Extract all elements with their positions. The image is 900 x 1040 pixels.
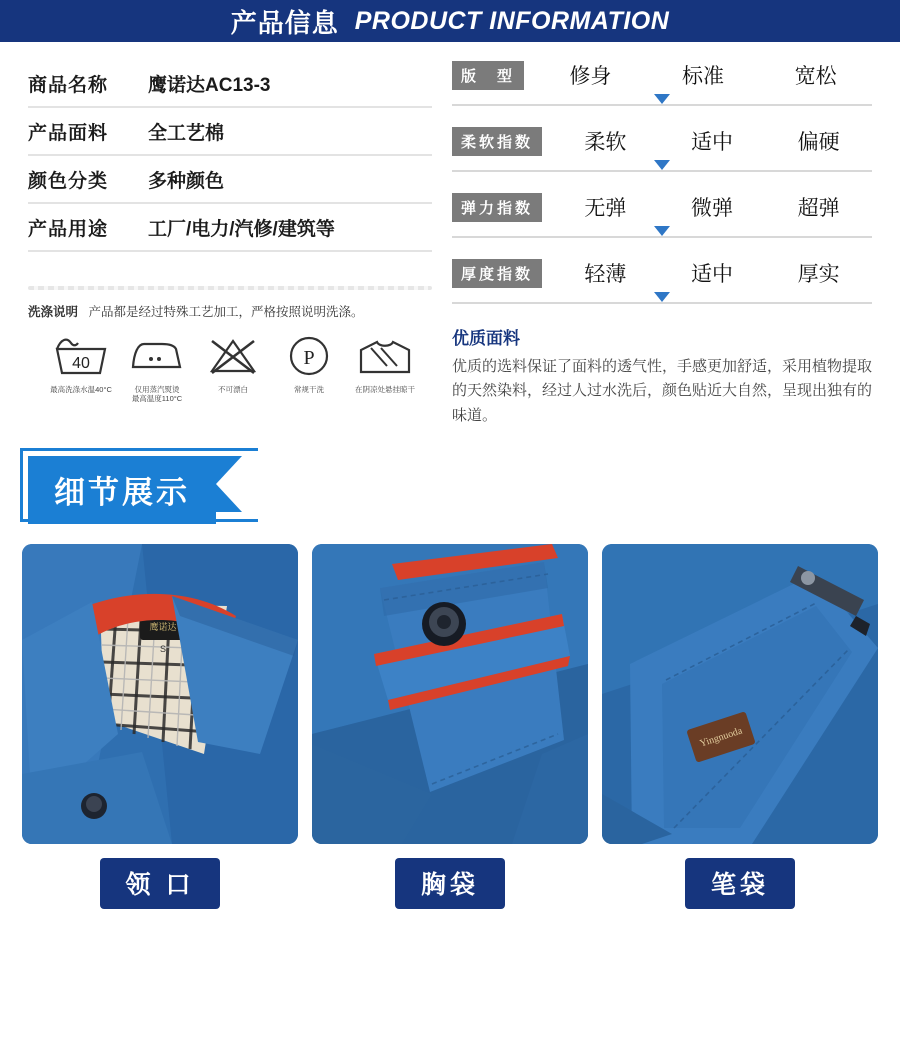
gauge-track	[452, 160, 872, 172]
iron-steam-icon	[126, 330, 188, 382]
page-header	[0, 0, 900, 42]
detail-banner	[28, 456, 216, 524]
gauge-tag: 版 型	[452, 61, 524, 90]
photo-caption: 笔袋	[685, 858, 795, 909]
photo-caption: 胸袋	[395, 858, 505, 909]
spec-value: 工厂/电力/汽修/建筑等	[148, 219, 335, 240]
spec-row	[28, 60, 432, 108]
gauge-thickness	[452, 258, 872, 304]
gauge-option: 轻薄	[584, 263, 627, 286]
photo-card	[602, 544, 878, 909]
gauge-track	[452, 226, 872, 238]
gauge-marker	[654, 226, 670, 236]
photo-card	[22, 544, 298, 909]
gauge-marker	[654, 94, 670, 104]
collar-detail-photo[interactable]	[22, 544, 298, 844]
svg-text:Yingnuoda: Yingnuoda	[698, 725, 744, 750]
spec-value: 多种颜色	[148, 171, 225, 192]
care-note	[28, 302, 432, 320]
gauge-marker	[654, 160, 670, 170]
care-item	[202, 330, 264, 404]
gauge-option: 标准	[682, 65, 724, 88]
header-title-en: PRODUCT INFORMATION	[354, 6, 670, 35]
gauge-option: 偏硬	[797, 131, 840, 154]
detail-banner-label: 细节展示	[28, 456, 216, 524]
svg-text:鹰诺达: 鹰诺达	[149, 621, 177, 632]
gauge-softness	[452, 126, 872, 172]
no-bleach-icon	[202, 330, 264, 382]
gauge-tag: 柔软指数	[452, 127, 542, 156]
spec-row	[28, 204, 432, 252]
gauge-option: 适中	[691, 263, 733, 286]
spec-label: 商品名称	[28, 75, 109, 96]
quality-title: 优质面料	[452, 329, 520, 348]
gauge-option: 微弹	[691, 197, 733, 220]
quality-block	[452, 324, 872, 428]
care-caption: 不可漂白	[218, 385, 248, 394]
gauge-option: 修身	[569, 65, 612, 88]
gauge-track	[452, 94, 872, 106]
care-item	[50, 330, 112, 404]
product-info-section	[0, 42, 900, 428]
gauge-option: 无弹	[584, 197, 627, 220]
dry-clean-p-icon	[278, 330, 340, 382]
care-icon-row	[28, 330, 432, 404]
spec-label: 颜色分类	[28, 171, 109, 192]
spec-value: 全工艺棉	[148, 123, 225, 144]
gauge-elasticity	[452, 192, 872, 238]
gauge-option: 适中	[691, 131, 733, 154]
gauge-marker	[654, 292, 670, 302]
banner-arrow-icon	[216, 456, 242, 512]
gauge-track	[452, 292, 872, 304]
care-item	[278, 330, 340, 404]
spec-row	[28, 156, 432, 204]
gauge-option: 宽松	[794, 65, 837, 88]
pen-pocket-detail-photo[interactable]	[602, 544, 878, 844]
gauge-tag: 弹力指数	[452, 193, 542, 222]
svg-text:40: 40	[72, 355, 90, 372]
care-divider	[28, 286, 432, 290]
svg-text:P: P	[303, 347, 315, 369]
spec-row	[28, 108, 432, 156]
quality-text: 优质的选料保证了面料的透气性，手感更加舒适，采用植物提取的天然染料，经过人过水洗后，颜色贴近大自然，呈现出独有的味道。	[452, 358, 873, 424]
care-caption: 常规干洗	[294, 385, 324, 394]
gauge-option: 超弹	[797, 197, 840, 220]
spec-label: 产品用途	[28, 219, 109, 240]
care-caption: 仅用蒸汽熨烫 最高温度110°C	[131, 385, 183, 404]
shade-hang-dry-icon	[354, 330, 416, 382]
spec-label: 产品面料	[28, 123, 109, 144]
spec-value: 鹰诺达AC13-3	[148, 75, 271, 96]
photo-caption: 领 口	[100, 858, 221, 909]
gauge-tag: 厚度指数	[452, 259, 542, 288]
spec-table	[28, 60, 432, 428]
wash-care-block	[28, 286, 432, 404]
photo-card	[312, 544, 588, 909]
care-note-label: 洗涤说明	[28, 305, 79, 319]
gauge-panel	[432, 60, 872, 428]
header-title-cn: 产品信息	[230, 7, 339, 38]
care-note-text: 产品都是经过特殊工艺加工，严格按照说明洗涤。	[88, 305, 364, 319]
chest-pocket-detail-photo[interactable]	[312, 544, 588, 844]
detail-photo-row	[0, 524, 900, 909]
svg-text:S: S	[159, 643, 167, 654]
care-item	[126, 330, 188, 404]
gauge-fit	[452, 60, 872, 106]
wash-tub-40-icon	[50, 330, 112, 382]
gauge-option: 柔软	[584, 131, 627, 154]
care-caption: 最高洗涤水温40°C	[50, 385, 112, 394]
care-caption: 在阴凉处悬挂晾干	[355, 385, 415, 394]
gauge-option: 厚实	[797, 263, 840, 286]
care-item	[354, 330, 416, 404]
